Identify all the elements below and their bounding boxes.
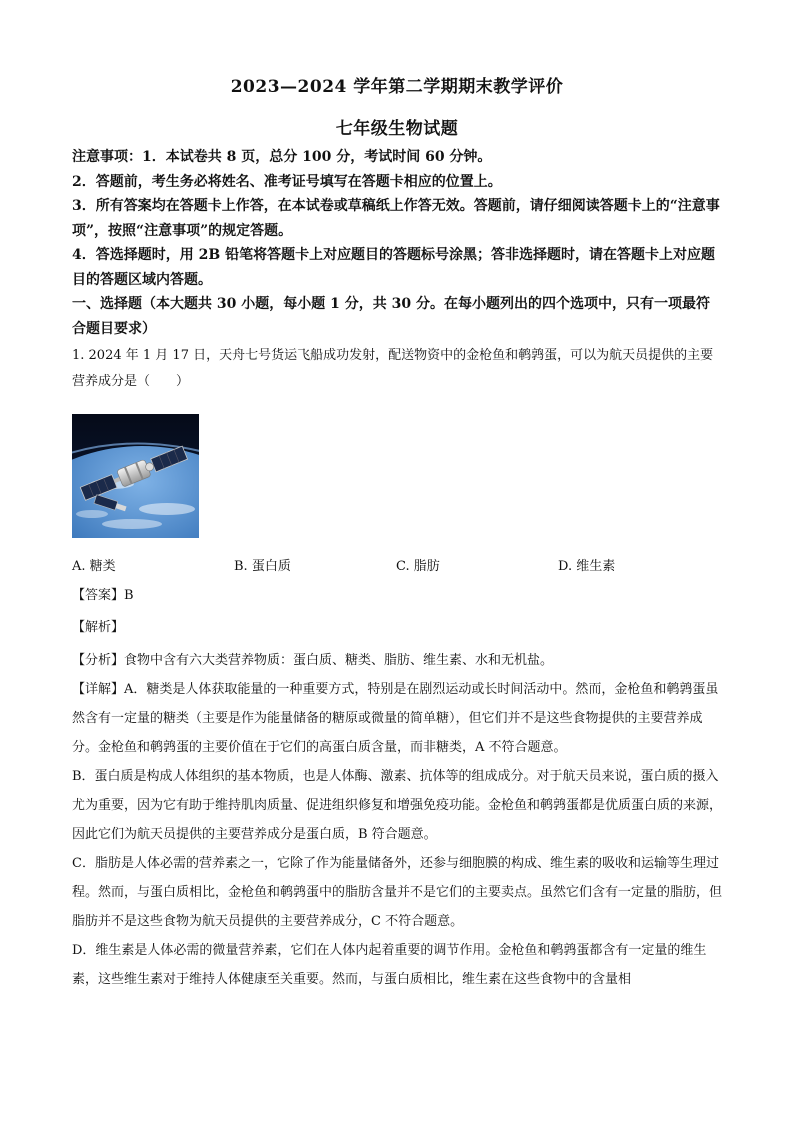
option-c: C. 脂肪 bbox=[396, 559, 440, 574]
instructions-block bbox=[72, 145, 722, 341]
explanation-detail-b: B．蛋白质是构成人体组织的基本物质，也是人体酶、激素、抗体等的组成成分。对于航天员来说，蛋白质的摄入尤为重要，因为它有助于维持肌肉质量、促进组织修复和增强免疫功能。金枪鱼和鹌鹑蛋都是优质蛋白质的来源，因此它们为航天员提供的主要营养成分是蛋白质，B 符合题意。 bbox=[72, 769, 723, 842]
instruction-line: 4．答选择题时，用 2B 铅笔将答题卡上对应题目的答题标号涂黑；答非选择题时，请在答题卡上对应题目的答题区域内答题。 bbox=[72, 247, 716, 288]
explanation-block bbox=[72, 646, 722, 994]
analysis-label: 【解析】 bbox=[72, 620, 125, 635]
exam-subtitle: 七年级生物试题 bbox=[335, 119, 459, 139]
space-station-image bbox=[72, 414, 199, 538]
section-heading: 一、选择题（本大题共 30 小题，每小题 1 分，共 30 分。在每小题列出的四个选项中，只有一项最符合题目要求） bbox=[72, 296, 710, 337]
answer-label: 【答案】B bbox=[72, 588, 134, 603]
instruction-line: 3．所有答案均在答题卡上作答，在本试卷或草稿纸上作答无效。答题前，请仔细阅读答题卡上的“注意事项”，按照“注意事项”的规定答题。 bbox=[72, 198, 720, 239]
option-b: B. 蛋白质 bbox=[234, 559, 291, 574]
explanation-detail-c: C．脂肪是人体必需的营养素之一，它除了作为能量储备外，还参与细胞膜的构成、维生素的吸收和运输等生理过程。然而，与蛋白质相比，金枪鱼和鹌鹑蛋中的脂肪含量并不是它们的主要卖点。虽然它们含有一定量的脂肪，但脂肪并不是这些食物为航天员提供的主要营养成分，C 不符合题意。 bbox=[72, 856, 723, 929]
question-stem: 1. 2024 年 1 月 17 日，天舟七号货运飞船成功发射，配送物资中的金枪鱼和鹌鹑蛋，可以为航天员提供的主要营养成分是（ ） bbox=[72, 348, 714, 389]
explanation-detail-a: 【详解】A．糖类是人体获取能量的一种重要方式，特别是在剧烈运动或长时间活动中。然而，金枪鱼和鹌鹑蛋虽然含有一定量的糖类（主要是作为能量储备的糖原或微量的简单糖），但它们并不是这些食物提供的主要营养成分。金枪鱼和鹌鹑蛋的主要价值在于它们的高蛋白质含量，而非糖类，A 不符合题意。 bbox=[72, 682, 719, 755]
instruction-line: 2．答题前，考生务必将姓名、准考证号填写在答题卡相应的位置上。 bbox=[72, 173, 502, 190]
option-d: D. 维生素 bbox=[558, 559, 616, 574]
exam-title: 2023—2024 学年第二学期期末教学评价 bbox=[230, 77, 564, 97]
question-1 bbox=[72, 343, 722, 395]
explanation-analysis: 【分析】食物中含有六大类营养物质：蛋白质、糖类、脂肪、维生素、水和无机盐。 bbox=[72, 653, 554, 668]
question-1-options bbox=[72, 553, 722, 577]
option-a: A. 糖类 bbox=[72, 559, 116, 574]
instruction-line: 注意事项：1．本试卷共 8 页，总分 100 分，考试时间 60 分钟。 bbox=[72, 149, 492, 165]
explanation-detail-d: D．维生素是人体必需的微量营养素，它们在人体内起着重要的调节作用。金枪鱼和鹌鹑蛋都含有一定量的维生素，这些维生素对于维持人体健康至关重要。然而，与蛋白质相比，维生素在这些食物中的含量相 bbox=[72, 943, 707, 987]
